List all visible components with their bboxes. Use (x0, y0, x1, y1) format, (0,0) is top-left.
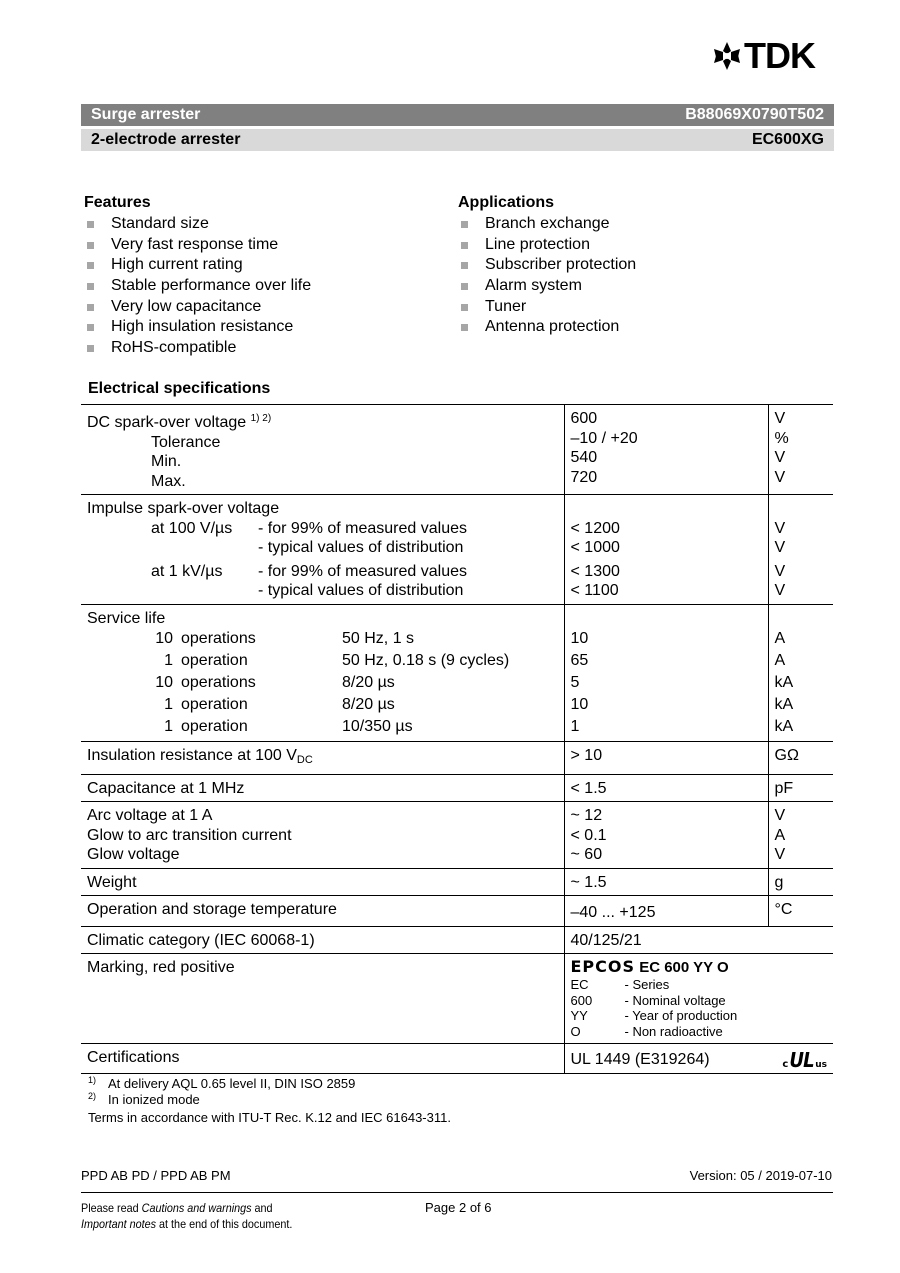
cru-mark-ul: UL (789, 1048, 814, 1072)
features-item (84, 235, 311, 256)
capacitance-unit: pF (768, 774, 833, 802)
row-capacitance (81, 774, 833, 802)
row-marking (81, 954, 833, 1044)
glow-voltage-unit: V (774, 846, 786, 863)
marking-block (564, 954, 833, 1044)
impulse-r3-value: < 1300 (570, 562, 620, 580)
impulse-r3-desc: - for 99% of measured values (258, 562, 467, 580)
marking-item (571, 977, 828, 993)
model-number: EC600XG (751, 131, 824, 148)
applications-item-label: Subscriber protection (485, 256, 637, 274)
footnote-1-text: At delivery AQL 0.65 level II, DIN ISO 2859 (108, 1076, 356, 1091)
service-count: 1 (164, 696, 173, 713)
notice-pre: Please read (81, 1201, 142, 1215)
impulse-r2-value: < 1000 (570, 539, 620, 556)
features-item-label: High current rating (111, 256, 243, 274)
applications-title: Applications (458, 194, 555, 211)
service-life-label: Service life (87, 609, 166, 627)
insulation-unit: GΩ (768, 742, 833, 775)
applications-item (458, 317, 636, 338)
marking-desc: - Series (624, 977, 670, 992)
impulse-r4-value: < 1100 (570, 582, 619, 599)
bullet-square-icon (461, 242, 468, 249)
impulse-label: Impulse spark-over voltage (87, 500, 280, 517)
insulation-label: Insulation resistance at 100 V (87, 747, 297, 764)
applications-item (458, 276, 636, 297)
row-dc-spark-over (81, 405, 833, 495)
impulse-r4-desc: - typical values of distribution (258, 582, 464, 599)
electrical-specs-title: Electrical specifications (88, 380, 271, 397)
features-section (84, 192, 311, 359)
applications-item-label: Branch exchange (485, 215, 610, 232)
service-operation: operation (181, 652, 248, 669)
certifications-value: UL 1449 (E319264) (570, 1051, 710, 1069)
row-certifications (81, 1044, 833, 1074)
service-value: 5 (570, 674, 580, 691)
applications-item (458, 235, 636, 256)
marking-code: EC 600 YY O (639, 959, 729, 976)
bullet-square-icon (87, 345, 94, 352)
capacitance-value: < 1.5 (564, 774, 768, 802)
service-unit: kA (774, 674, 794, 691)
bullet-square-icon (461, 262, 468, 269)
marking-desc: - Non radioactive (624, 1023, 723, 1039)
impulse-r2-unit: V (774, 539, 786, 556)
features-item (84, 297, 311, 318)
features-title: Features (84, 194, 151, 211)
dc-tol-label: Tolerance (151, 433, 221, 451)
footer-divider (81, 1192, 833, 1193)
cru-us-mark (782, 1050, 827, 1070)
marking-key: YY (570, 1008, 588, 1023)
dc-tol-unit: % (774, 429, 789, 447)
row-temperature (81, 896, 833, 927)
marking-item (571, 993, 828, 1009)
impulse-rate-100: at 100 V/µs (151, 519, 233, 537)
applications-item (458, 297, 636, 318)
climatic-label: Climatic category (IEC 60068-1) (81, 926, 564, 954)
dc-unit: V (774, 410, 786, 427)
impulse-r1-value: < 1200 (570, 519, 620, 537)
dc-tol-value: –10 / +20 (570, 429, 638, 447)
footnote-2-text: In ionized mode (108, 1092, 200, 1107)
dc-value: 600 (570, 410, 598, 427)
marking-item (571, 1008, 828, 1024)
notice-post: at the end of this document. (156, 1217, 293, 1231)
glow-arc-label: Glow to arc transition current (87, 826, 292, 844)
service-count: 10 (155, 630, 173, 647)
applications-section (458, 192, 636, 338)
applications-list (458, 214, 636, 338)
bullet-square-icon (87, 304, 94, 311)
bullet-square-icon (461, 324, 468, 331)
service-value: 10 (570, 696, 589, 713)
service-operation: operation (181, 718, 248, 735)
dc-max-unit: V (774, 468, 786, 486)
service-operation: operation (181, 696, 248, 713)
bullet-square-icon (87, 242, 94, 249)
climatic-value: 40/125/21 (564, 926, 833, 954)
dc-label: DC spark-over voltage (87, 414, 247, 431)
cru-mark-c: c (782, 1059, 789, 1070)
dc-min-value: 540 (570, 449, 598, 466)
marking-key: 600 (570, 992, 593, 1008)
bullet-square-icon (461, 304, 468, 311)
bullet-square-icon (87, 262, 94, 269)
applications-item (458, 214, 636, 235)
service-unit: kA (774, 696, 794, 713)
dc-max-value: 720 (570, 468, 598, 486)
capacitance-label: Capacitance at 1 MHz (81, 774, 564, 802)
insulation-label-sub: DC (296, 754, 313, 766)
footnote-2 (88, 1088, 200, 1108)
applications-item-label: Tuner (485, 297, 527, 315)
header-bar-model (81, 129, 834, 151)
features-item (84, 317, 311, 338)
row-insulation (81, 742, 833, 775)
weight-label: Weight (81, 868, 564, 896)
footer-version: Version: 05 / 2019-07-10 (689, 1168, 832, 1183)
product-subtype: 2-electrode arrester (91, 131, 241, 148)
dc-min-label: Min. (151, 453, 182, 470)
insulation-value: > 10 (564, 742, 768, 775)
tdk-logo (712, 35, 836, 76)
service-life-row (87, 694, 558, 716)
features-item-label: RoHS-compatible (111, 339, 237, 357)
features-item-label: Stable performance over life (111, 277, 312, 295)
weight-value: ~ 1.5 (564, 868, 768, 896)
service-life-row (87, 716, 558, 738)
features-item (84, 276, 311, 297)
electrical-specs-table (81, 404, 833, 1074)
service-unit: A (774, 630, 786, 647)
glow-arc-unit: A (774, 826, 786, 844)
impulse-r2-desc: - typical values of distribution (258, 539, 464, 556)
marking-key: EC (570, 977, 589, 992)
product-type: Surge arrester (91, 106, 201, 123)
service-value: 65 (570, 652, 589, 669)
certifications-label: Certifications (81, 1044, 564, 1074)
notice-mid: and (251, 1201, 273, 1215)
impulse-r3-unit: V (774, 562, 786, 580)
marking-desc: - Nominal voltage (624, 992, 726, 1008)
service-unit: A (774, 652, 786, 669)
features-item-label: Very fast response time (111, 235, 279, 253)
tdk-logo-icon (712, 41, 742, 71)
row-climatic (81, 926, 833, 954)
bullet-square-icon (87, 324, 94, 331)
impulse-r1-desc: - for 99% of measured values (258, 519, 467, 537)
bullet-square-icon (87, 221, 94, 228)
glow-voltage-value: ~ 60 (570, 846, 603, 863)
service-operation: operations (181, 674, 256, 691)
features-item (84, 214, 311, 235)
marking-item (571, 1024, 828, 1040)
service-value: 10 (570, 630, 589, 647)
glow-arc-value: < 0.1 (570, 826, 607, 844)
applications-item-label: Alarm system (485, 277, 582, 295)
footer-notice (81, 1200, 292, 1232)
service-condition: 8/20 µs (342, 674, 395, 691)
bullet-square-icon (461, 221, 468, 228)
glow-voltage-label: Glow voltage (87, 846, 180, 863)
row-service-life (81, 604, 833, 742)
cru-mark-us: us (815, 1060, 827, 1070)
service-value: 1 (570, 718, 580, 735)
arc-voltage-unit: V (774, 807, 786, 824)
epcos-logo: EPCOS (570, 957, 636, 976)
notice-cautions: Cautions and warnings (141, 1201, 252, 1215)
bullet-square-icon (461, 283, 468, 290)
service-condition: 50 Hz, 1 s (342, 630, 415, 647)
applications-item (458, 255, 636, 276)
weight-unit: g (768, 868, 833, 896)
features-item (84, 338, 311, 359)
service-count: 1 (164, 718, 173, 735)
marking-label: Marking, red positive (81, 954, 564, 1044)
header-bar-product (81, 104, 834, 126)
arc-voltage-label: Arc voltage at 1 A (87, 807, 213, 824)
notice-important: Important notes (81, 1217, 157, 1231)
impulse-r1-unit: V (774, 519, 786, 537)
tdk-logo-text: TDK (744, 35, 815, 76)
row-weight (81, 868, 833, 896)
dc-min-unit: V (774, 449, 786, 466)
service-condition: 8/20 µs (342, 696, 395, 713)
impulse-rate-1k: at 1 kV/µs (151, 562, 223, 580)
terms-text: Terms in accordance with ITU-T Rec. K.12 and IEC 61643-311. (88, 1110, 451, 1125)
temperature-unit: °C (768, 896, 833, 927)
service-count: 1 (164, 652, 173, 669)
dc-notes: 1) 2) (250, 413, 272, 424)
temperature-label: Operation and storage temperature (81, 896, 564, 927)
features-item-label: Very low capacitance (111, 297, 262, 315)
features-item-label: High insulation resistance (111, 318, 294, 336)
dc-max-label: Max. (151, 472, 186, 490)
service-condition: 10/350 µs (342, 718, 413, 735)
features-item-label: Standard size (111, 215, 209, 232)
marking-desc: - Year of production (624, 1008, 738, 1023)
footer-department: PPD AB PD / PPD AB PM (81, 1168, 231, 1183)
applications-item-label: Antenna protection (485, 318, 620, 336)
applications-item-label: Line protection (485, 235, 590, 253)
marking-key: O (570, 1023, 581, 1039)
part-number: B88069X0790T502 (685, 106, 824, 123)
temperature-value: –40 ... +125 (564, 896, 768, 927)
service-count: 10 (155, 674, 173, 691)
service-life-row (87, 628, 558, 650)
service-condition: 50 Hz, 0.18 s (9 cycles) (342, 652, 510, 669)
service-unit: kA (774, 718, 794, 735)
footnote-1-mark: 1) (88, 1075, 97, 1085)
row-arc (81, 802, 833, 869)
features-item (84, 255, 311, 276)
service-life-row (87, 672, 558, 694)
arc-voltage-value: ~ 12 (570, 807, 603, 824)
page-number: Page 2 of 6 (425, 1200, 492, 1215)
footnote-2-mark: 2) (88, 1091, 97, 1101)
row-impulse-spark-over (81, 495, 833, 605)
bullet-square-icon (87, 283, 94, 290)
service-life-row (87, 650, 558, 672)
features-list (84, 214, 311, 359)
service-operation: operations (181, 630, 256, 647)
impulse-r4-unit: V (774, 582, 786, 599)
